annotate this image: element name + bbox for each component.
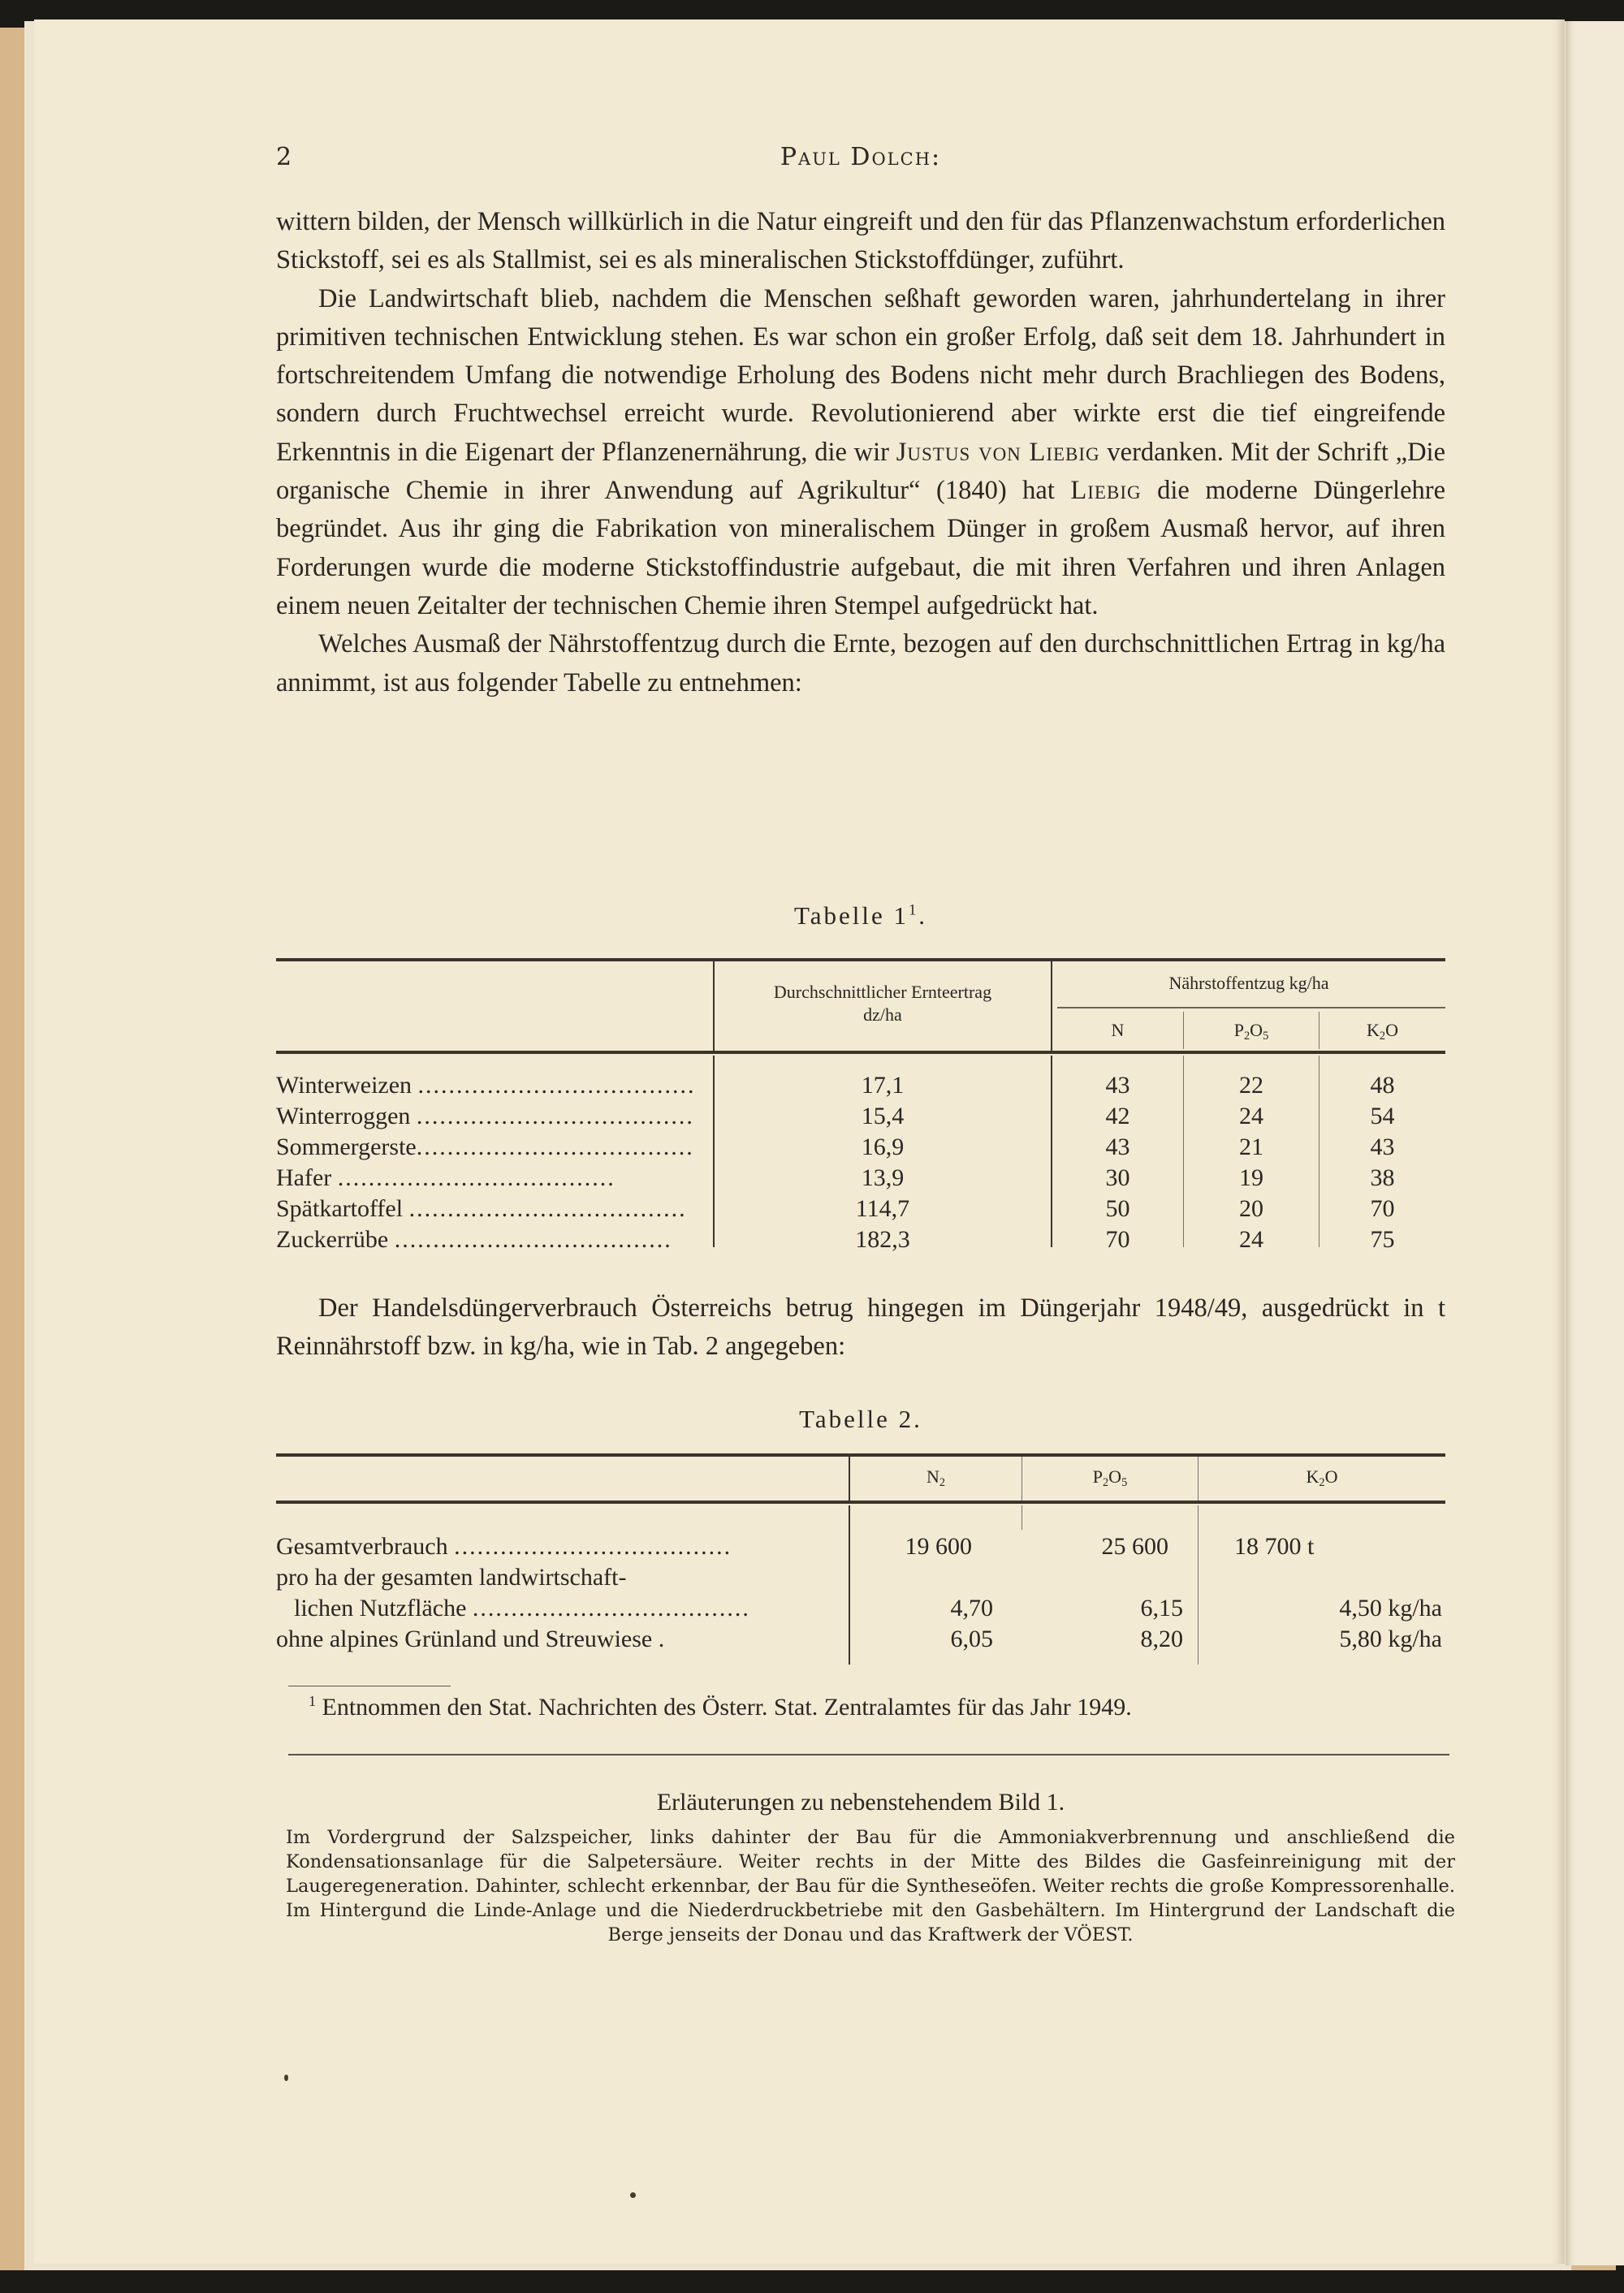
paper-speck [284, 2075, 288, 2081]
running-head [276, 143, 1445, 175]
paragraph-3: Welches Ausmaß der Nährstoffentzug durch die Ernte, bezogen auf den durchschnittlichen Ertrag in kg/ha annimmt, ist aus folgender Tabelle zu entnehmen: [276, 629, 1445, 697]
facing-page-edge [1566, 21, 1624, 2265]
table2-header-n2: $N_2$ [926, 1466, 946, 1489]
table1-header-nutrient-group: Nährstoffentzug kg/ha [1168, 973, 1329, 993]
table2-header-rule [276, 1501, 1445, 1504]
explanation-title: Erläuterungen zu nebenstehendem Bild 1. [656, 1789, 1065, 1816]
table2-top-rule [276, 1453, 1445, 1457]
table2-vline [1021, 1505, 1022, 1530]
author-name: Paul Dolch: [780, 143, 942, 171]
table-row: lichen Nutzfläche .................................... 4,70 6,15 4,50 kg/ha [294, 1595, 1442, 1622]
table-row: Hafer .................................... 13,9 30 19 38 [276, 1164, 1395, 1191]
person-name-liebig-full: Justus von Liebig [896, 437, 1100, 467]
person-name-liebig: Liebig [1070, 476, 1142, 506]
table1-header-k2o: $K_2O$ [1367, 1020, 1398, 1043]
table-row: Spätkartoffel .................................... 114,7 50 20 70 [276, 1195, 1395, 1222]
table1-top-rule [276, 958, 1445, 961]
table-row: Winterroggen .................................... 15,4 42 24 54 [276, 1103, 1395, 1129]
table1-header-p2o5: $P_2O_5$ [1233, 1020, 1269, 1043]
paragraph-4: Der Handelsdüngerverbrauch Österreichs betrug hingegen im Düngerjahr 1948/49, ausgedrückt in t Reinnährstoff bzw. in kg/ha, wie in Tab. 2 angegeben: [276, 1293, 1445, 1362]
table-row: Gesamtverbrauch .................................... 19 600 25 600 18 700 t [276, 1533, 1315, 1560]
table1-header-n: N [1111, 1020, 1125, 1040]
table1-header-rule [276, 1051, 1445, 1054]
paragraph-1: wittern bilden, der Mensch willkürlich in die Natur eingreift und den für das Pflanzenwachstum erforderlichen Stickstoff, sei es als Stallmist, sei es als mineralischen Stickstoffdünger, zuführt. [276, 207, 1445, 275]
table-row: Sommergerste.................................... 16,9 43 21 43 [276, 1134, 1395, 1160]
table1-caption: Tabelle $1^1$. [793, 901, 928, 930]
paragraph-2: Die Landwirtschaft blieb, nachdem die Menschen seßhaft geworden waren, jahrhundertelang in ihrer primitiven technischen Entwicklung stehen. Es war schon ein großer Erfolg, daß seit dem 18. Jahrhundert in fortschreitendem Umfang die notwendige Erholung des Bodens nicht mehr durch Brachliegen des Bodens, sondern durch Fruchtwechsel erreicht wurde. Revolutionierend aber wirkte erst die tief eingreifende Erkenntnis in die Eigenart der Pflanzenernährung, die wir Justus von Liebig verdanken. Mit der Schrift „Die organische Chemie in ihrer Anwendung auf Agrikultur“ (1840) hat Liebig die moderne Düngerlehre begründet. Aus ihr ging die Fabrikation von mineralischem Dünger in großem Ausmaß hervor, auf ihren Forderungen wurde die moderne Stickstoffindustrie aufgebaut, die mit ihren Verfahren und ihren Anlagen einem neuen Zeitalter der technischen Chemie ihren Stempel aufgedrückt hat. [276, 283, 1446, 620]
page-number: 2 [276, 143, 292, 171]
body-text-2 [276, 1289, 1445, 1367]
table-row: pro ha der gesamten landwirtschaft- [276, 1564, 627, 1591]
section-separator [288, 1754, 1449, 1755]
body-text [276, 203, 1445, 702]
explanation-text: Im Vordergrund der Salzspeicher, links dahinter der Bau für die Ammoniakverbrennung und anschließend die Kondensationsanlage für die Salpetersäure. Weiter rechts in der Mitte des Bildes die Gasfeinreinigung mit der Laugeregeneration. Dahinter, schlecht erkennbar, der Bau für die Syntheseöfen. Weiter rechts die große Kompressorenhalle. Im Hintergund die Linde-Anlage und die Niederdruckbetriebe mit den Gasbehältern. Im Hintergrund der Landschaft die Berge jenseits der Donau und das Kraftwerk der VÖEST. [286, 1827, 1455, 1945]
table2-caption: Tabelle 2. [799, 1405, 922, 1433]
table-row: Winterweizen .................................... 17,1 43 22 48 [276, 1072, 1395, 1099]
footnote: $^1$ Entnommen den Stat. Nachrichten des Österr. Stat. Zentralamtes für das Jahr 1949. [309, 1693, 1132, 1721]
table2-header-p2o5: $P_2O_5$ [1092, 1466, 1128, 1489]
table1-subheader-rule [1057, 1007, 1445, 1008]
footnote-marker: 1 [309, 1693, 316, 1709]
table1-header-yield: Durchschnittlicher Ernteertrag dz/ha [773, 982, 992, 1025]
table2-header-k2o: $K_2O$ [1306, 1466, 1338, 1489]
table-row: ohne alpines Grünland und Streuwiese . 6,05 8,20 5,80 kg/ha [276, 1626, 1442, 1652]
paper-speck [630, 2192, 636, 2198]
table-row: Zuckerrübe .................................... 182,3 70 24 75 [276, 1226, 1395, 1253]
